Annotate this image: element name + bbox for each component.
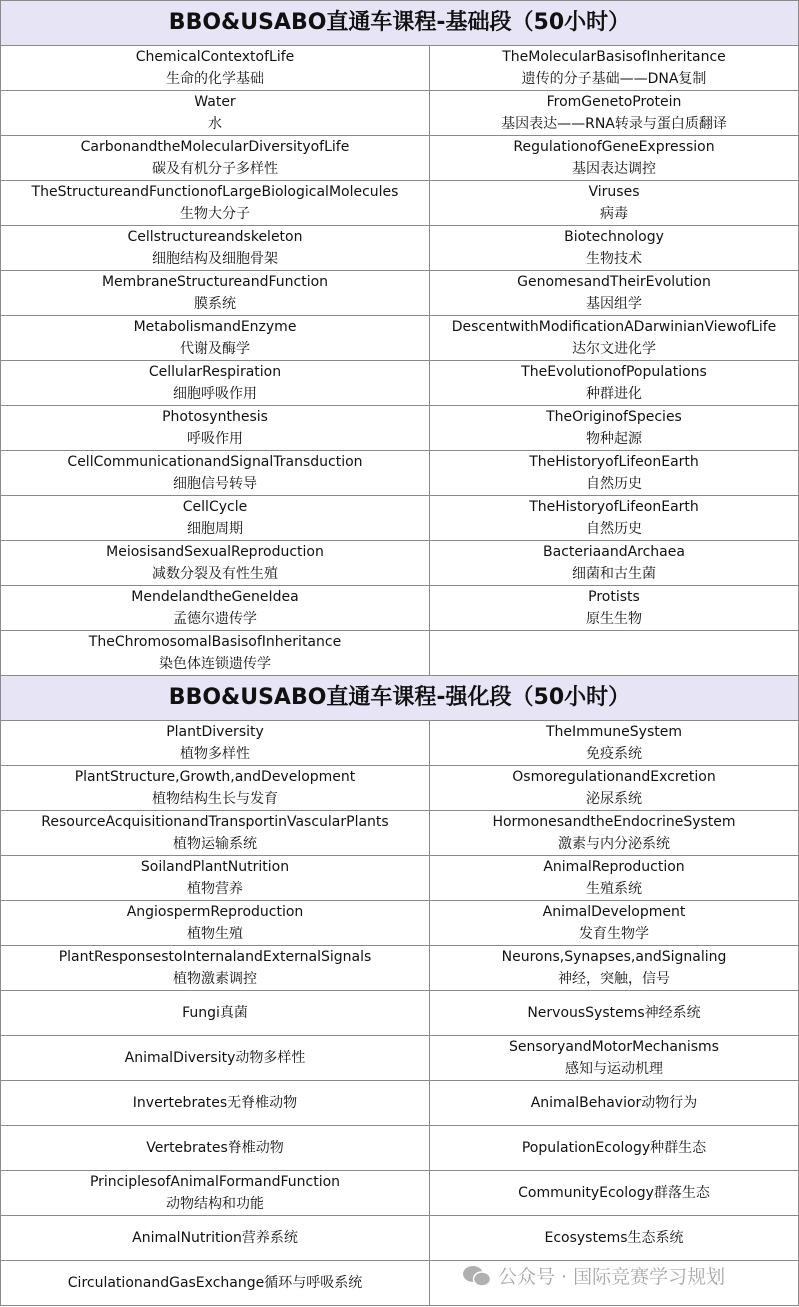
course-name-cn: 感知与运动机理: [565, 1061, 663, 1077]
course-cell-right: [430, 991, 799, 1036]
course-name: Water: [194, 94, 236, 110]
course-cell-right: [430, 136, 799, 181]
section-header-row: [1, 676, 799, 721]
course-cell-right: [430, 1081, 799, 1126]
table-row: [1, 766, 799, 811]
course-name: MetabolismandEnzyme: [133, 319, 297, 335]
course-name: PlantStructure,Growth,andDevelopment: [74, 769, 356, 785]
course-name-cn: 细胞周期: [187, 521, 243, 537]
table-row: [1, 991, 799, 1036]
table-row: [1, 91, 799, 136]
course-name-cn: 种群进化: [586, 386, 642, 402]
course-cell-left: [1, 766, 430, 811]
course-name-cn: 达尔文进化学: [572, 341, 656, 357]
course-name: DescentwithModificationADarwinianViewofLife: [451, 319, 777, 335]
course-cell-right: [430, 856, 799, 901]
course-name: ResourceAcquisitionandTransportinVascularPlants: [41, 814, 389, 830]
course-name-cn: 动物结构和功能: [166, 1196, 264, 1212]
course-cell-left: [1, 856, 430, 901]
table-row: [1, 406, 799, 451]
table-row: [1, 811, 799, 856]
course-name-cn: 基因组学: [586, 296, 642, 312]
course-name-cn: 生物大分子: [180, 206, 250, 222]
course-name: CarbonandtheMolecularDiversityofLife: [80, 139, 350, 155]
course-name: AnimalNutrition营养系统: [132, 1230, 298, 1246]
course-cell-right: [430, 1126, 799, 1171]
course-cell-right: [430, 1216, 799, 1261]
table-row: [1, 361, 799, 406]
course-name: TheChromosomalBasisofInheritance: [88, 634, 342, 650]
table-row: [1, 1171, 799, 1216]
table-row: [1, 586, 799, 631]
course-name: Ecosystems生态系统: [544, 1230, 684, 1246]
course-name-cn: 激素与内分泌系统: [558, 836, 670, 852]
course-name: MeiosisandSexualReproduction: [106, 544, 324, 560]
section-header-row: [1, 1, 799, 46]
course-cell-right: [430, 586, 799, 631]
table-row: [1, 316, 799, 361]
course-name: Protists: [588, 589, 640, 605]
course-name-cn: 神经，突触，信号: [558, 971, 670, 987]
course-name-cn: 植物多样性: [180, 746, 250, 762]
course-name: SensoryandMotorMechanisms: [509, 1039, 719, 1055]
course-cell-right: [430, 541, 799, 586]
course-name: Biotechnology: [564, 229, 664, 245]
course-cell-right: [430, 361, 799, 406]
course-name-cn: 生命的化学基础: [166, 71, 264, 87]
course-cell-left: [1, 1036, 430, 1081]
course-name-cn: 植物营养: [187, 881, 243, 897]
course-name: PlantResponsestoInternalandExternalSignals: [58, 949, 372, 965]
course-name: OsmoregulationandExcretion: [512, 769, 716, 785]
course-name: CellularRespiration: [148, 364, 282, 380]
course-cell-left: [1, 316, 430, 361]
table-row: [1, 541, 799, 586]
course-cell-left: [1, 361, 430, 406]
course-cell-right: [430, 901, 799, 946]
course-cell-right: [430, 91, 799, 136]
course-cell-right: [430, 946, 799, 991]
table-row: [1, 496, 799, 541]
course-cell-left: [1, 451, 430, 496]
course-name: TheHistoryofLifeonEarth: [529, 499, 699, 515]
course-name-cn: 泌尿系统: [586, 791, 642, 807]
table-row: [1, 946, 799, 991]
course-name-cn: 病毒: [600, 206, 628, 222]
course-name-cn: 生物技术: [586, 251, 642, 267]
table-row: [1, 226, 799, 271]
course-name: AngiospermReproduction: [126, 904, 304, 920]
course-name-cn: 植物生殖: [187, 926, 243, 942]
course-cell-left: [1, 271, 430, 316]
course-name-cn: 孟德尔遗传学: [173, 611, 257, 627]
course-name-cn: 染色体连锁遗传学: [159, 656, 271, 672]
course-cell-left: [1, 136, 430, 181]
course-name: MembraneStructureandFunction: [101, 274, 329, 290]
course-name-cn: 发育生物学: [579, 926, 649, 942]
course-name-cn: 物种起源: [586, 431, 642, 447]
course-name: MendelandtheGeneIdea: [131, 589, 299, 605]
course-name: PopulationEcology种群生态: [521, 1140, 707, 1156]
course-cell-left: [1, 991, 430, 1036]
table-row: [1, 1216, 799, 1261]
course-cell-left: [1, 91, 430, 136]
course-name: Photosynthesis: [162, 409, 268, 425]
course-name: CellCycle: [182, 499, 248, 515]
table-row: [1, 721, 799, 766]
table-row: [1, 856, 799, 901]
section-title: BBO&USABO直通车课程-强化段（50小时）: [1, 676, 799, 721]
table-row: [1, 631, 799, 676]
course-name: HormonesandtheEndocrineSystem: [492, 814, 736, 830]
course-name: GenomesandTheirEvolution: [517, 274, 711, 290]
course-name-cn: 自然历史: [586, 521, 642, 537]
course-name: BacteriaandArchaea: [543, 544, 685, 560]
course-name: AnimalDevelopment: [542, 904, 686, 920]
course-name: CellCommunicationandSignalTransduction: [67, 454, 363, 470]
table-row: [1, 1036, 799, 1081]
course-name-cn: 生殖系统: [586, 881, 642, 897]
course-cell-left: [1, 811, 430, 856]
course-name: Fungi真菌: [182, 1005, 248, 1021]
table-row: [1, 271, 799, 316]
course-cell-left: [1, 496, 430, 541]
course-name-cn: 细胞结构及细胞骨架: [152, 251, 278, 267]
course-name: AnimalReproduction: [543, 859, 685, 875]
course-name-cn: 减数分裂及有性生殖: [152, 566, 278, 582]
course-name: TheMolecularBasisofInheritance: [502, 49, 726, 65]
course-cell-left: [1, 226, 430, 271]
course-cell-right: [430, 46, 799, 91]
course-name: Viruses: [588, 184, 640, 200]
course-name: PlantDiversity: [166, 724, 264, 740]
wechat-icon: [462, 1265, 492, 1287]
table-row: [1, 181, 799, 226]
course-cell-left: [1, 1261, 430, 1306]
course-name-cn: 免疫系统: [586, 746, 642, 762]
course-name: TheOriginofSpecies: [546, 409, 682, 425]
course-cell-right: [430, 226, 799, 271]
course-name: TheHistoryofLifeonEarth: [529, 454, 699, 470]
course-name: SoilandPlantNutrition: [140, 859, 290, 875]
course-name-cn: 呼吸作用: [187, 431, 243, 447]
course-name-cn: 细胞信号转导: [173, 476, 257, 492]
course-cell-left: [1, 901, 430, 946]
course-name: Vertebrates脊椎动物: [146, 1140, 284, 1156]
course-cell-right: [430, 496, 799, 541]
course-name: TheImmuneSystem: [545, 724, 682, 740]
course-name-cn: 植物结构生长与发育: [152, 791, 278, 807]
watermark: [462, 1262, 725, 1289]
course-cell-right: [430, 811, 799, 856]
course-cell-right: [430, 1171, 799, 1216]
course-name-cn: 基因表达调控: [572, 161, 656, 177]
course-name-cn: 细菌和古生菌: [572, 566, 656, 582]
course-name-cn: 自然历史: [586, 476, 642, 492]
table-row: [1, 451, 799, 496]
course-name-cn: 水: [208, 116, 222, 132]
course-cell-right: [430, 766, 799, 811]
course-cell-left: [1, 946, 430, 991]
course-name-cn: 碳及有机分子多样性: [152, 161, 278, 177]
section-title: BBO&USABO直通车课程-基础段（50小时）: [1, 1, 799, 46]
course-name-cn: 基因表达——RNA转录与蛋白质翻译: [501, 116, 727, 132]
course-cell-right: [430, 271, 799, 316]
course-cell-left: [1, 1171, 430, 1216]
course-cell-left: [1, 631, 430, 676]
course-cell-right: [430, 631, 799, 676]
course-cell-left: [1, 541, 430, 586]
course-name-cn: 代谢及酶学: [180, 341, 250, 357]
course-cell-left: [1, 406, 430, 451]
watermark-text: 公众号 · 国际竞赛学习规划: [498, 1266, 726, 1288]
table-row: [1, 136, 799, 181]
course-name-cn: 遗传的分子基础——DNA复制: [521, 71, 707, 87]
course-cell-right: [430, 181, 799, 226]
course-name: ChemicalContextofLife: [135, 49, 295, 65]
table-row: [1, 1126, 799, 1171]
course-cell-right: [430, 721, 799, 766]
table-row: [1, 1081, 799, 1126]
course-cell-left: [1, 1216, 430, 1261]
course-name-cn: 膜系统: [194, 296, 236, 312]
course-name: FromGenetoProtein: [546, 94, 682, 110]
course-cell-left: [1, 721, 430, 766]
course-name: Invertebrates无脊椎动物: [132, 1095, 298, 1111]
course-name-cn: 细胞呼吸作用: [173, 386, 257, 402]
course-name: PrinciplesofAnimalFormandFunction: [89, 1174, 341, 1190]
course-name: CirculationandGasExchange循环与呼吸系统: [67, 1275, 363, 1291]
course-name: TheEvolutionofPopulations: [521, 364, 707, 380]
course-name: Cellstructureandskeleton: [127, 229, 303, 245]
table-row: [1, 46, 799, 91]
course-name-cn: 原生生物: [586, 611, 642, 627]
course-cell-right: [430, 451, 799, 496]
course-cell-left: [1, 586, 430, 631]
course-name: TheStructureandFunctionofLargeBiologicalMolecules: [31, 184, 399, 200]
course-name: AnimalBehavior动物行为: [530, 1095, 698, 1111]
course-name-cn: 植物激素调控: [173, 971, 257, 987]
course-cell-right: [430, 406, 799, 451]
course-name: AnimalDiversity动物多样性: [124, 1050, 306, 1066]
course-cell-right: [430, 316, 799, 361]
course-cell-left: [1, 181, 430, 226]
course-name: RegulationofGeneExpression: [513, 139, 715, 155]
course-name: Neurons,Synapses,andSignaling: [501, 949, 727, 965]
table-row: [1, 901, 799, 946]
course-name: NervousSystems神经系统: [527, 1005, 701, 1021]
course-cell-left: [1, 1081, 430, 1126]
course-name-cn: 植物运输系统: [173, 836, 257, 852]
course-cell-right: [430, 1036, 799, 1081]
course-cell-left: [1, 46, 430, 91]
course-cell-left: [1, 1126, 430, 1171]
course-name: CommunityEcology群落生态: [518, 1185, 710, 1201]
